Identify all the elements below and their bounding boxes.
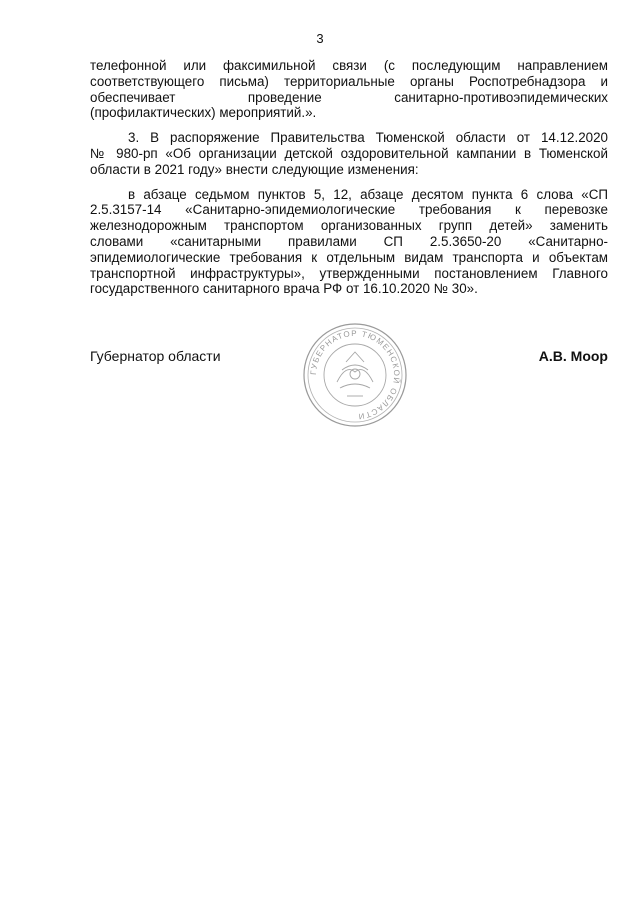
paragraph-3-line-1: в абзаце седьмом пунктов 5, 12, абзаце десятом пункта 6 слова «СП	[128, 186, 608, 202]
seal-emblem	[337, 352, 373, 396]
official-seal-stamp	[302, 322, 408, 428]
page-number: 3	[316, 31, 324, 46]
paragraph-1-line-4: (профилактических) мероприятий.».	[90, 105, 317, 121]
paragraph-3-line-4: словами «санитарными правилами СП 2.5.3650-20 «Санитарно-	[90, 233, 608, 249]
document-body	[90, 58, 608, 297]
paragraph-1-line-1: телефонной или факсимильной связи (с последующим направлением	[90, 58, 608, 73]
paragraph-3-line-2: 2.5.3157-14 «Санитарно-эпидемиологические требования к перевозке	[90, 202, 608, 218]
paragraph-3-line-5: эпидемиологические требования к отдельным видам транспорта и объектам	[90, 249, 608, 265]
paragraph-1-line-3: обеспечивает проведение санитарно-противоэпидемических	[90, 89, 608, 105]
paragraph-2-line-3: области в 2021 году» внести следующие изменения:	[90, 161, 419, 177]
paragraph-2-line-2: № 980-рп «Об организации детской оздоровительной кампании в Тюменской	[90, 145, 608, 161]
signatory-position: Губернатор области	[90, 348, 221, 364]
paragraph-3-line-7: государственного санитарного врача РФ от 16.10.2020 № 30».	[90, 281, 478, 297]
paragraph-1-line-2: соответствующего письма) территориальные органы Роспотребнадзора и	[90, 73, 608, 89]
paragraph-2-line-1: 3. В распоряжение Правительства Тюменской области от 14.12.2020	[128, 130, 608, 146]
svg-text:ГУБЕРНАТОР ТЮМЕНСКОЙ ОБЛАСТИ	[309, 329, 401, 421]
signatory-name: А.В. Моор	[538, 348, 608, 364]
paragraph-3-line-6: транспортной инфраструктуры», утвержденными постановлением Главного	[90, 265, 608, 281]
seal-ring-text: ГУБЕРНАТОР ТЮМЕНСКОЙ ОБЛАСТИ	[308, 328, 402, 422]
paragraph-3-line-3: железнодорожным транспортом организованных групп детей» заменить	[90, 218, 608, 234]
